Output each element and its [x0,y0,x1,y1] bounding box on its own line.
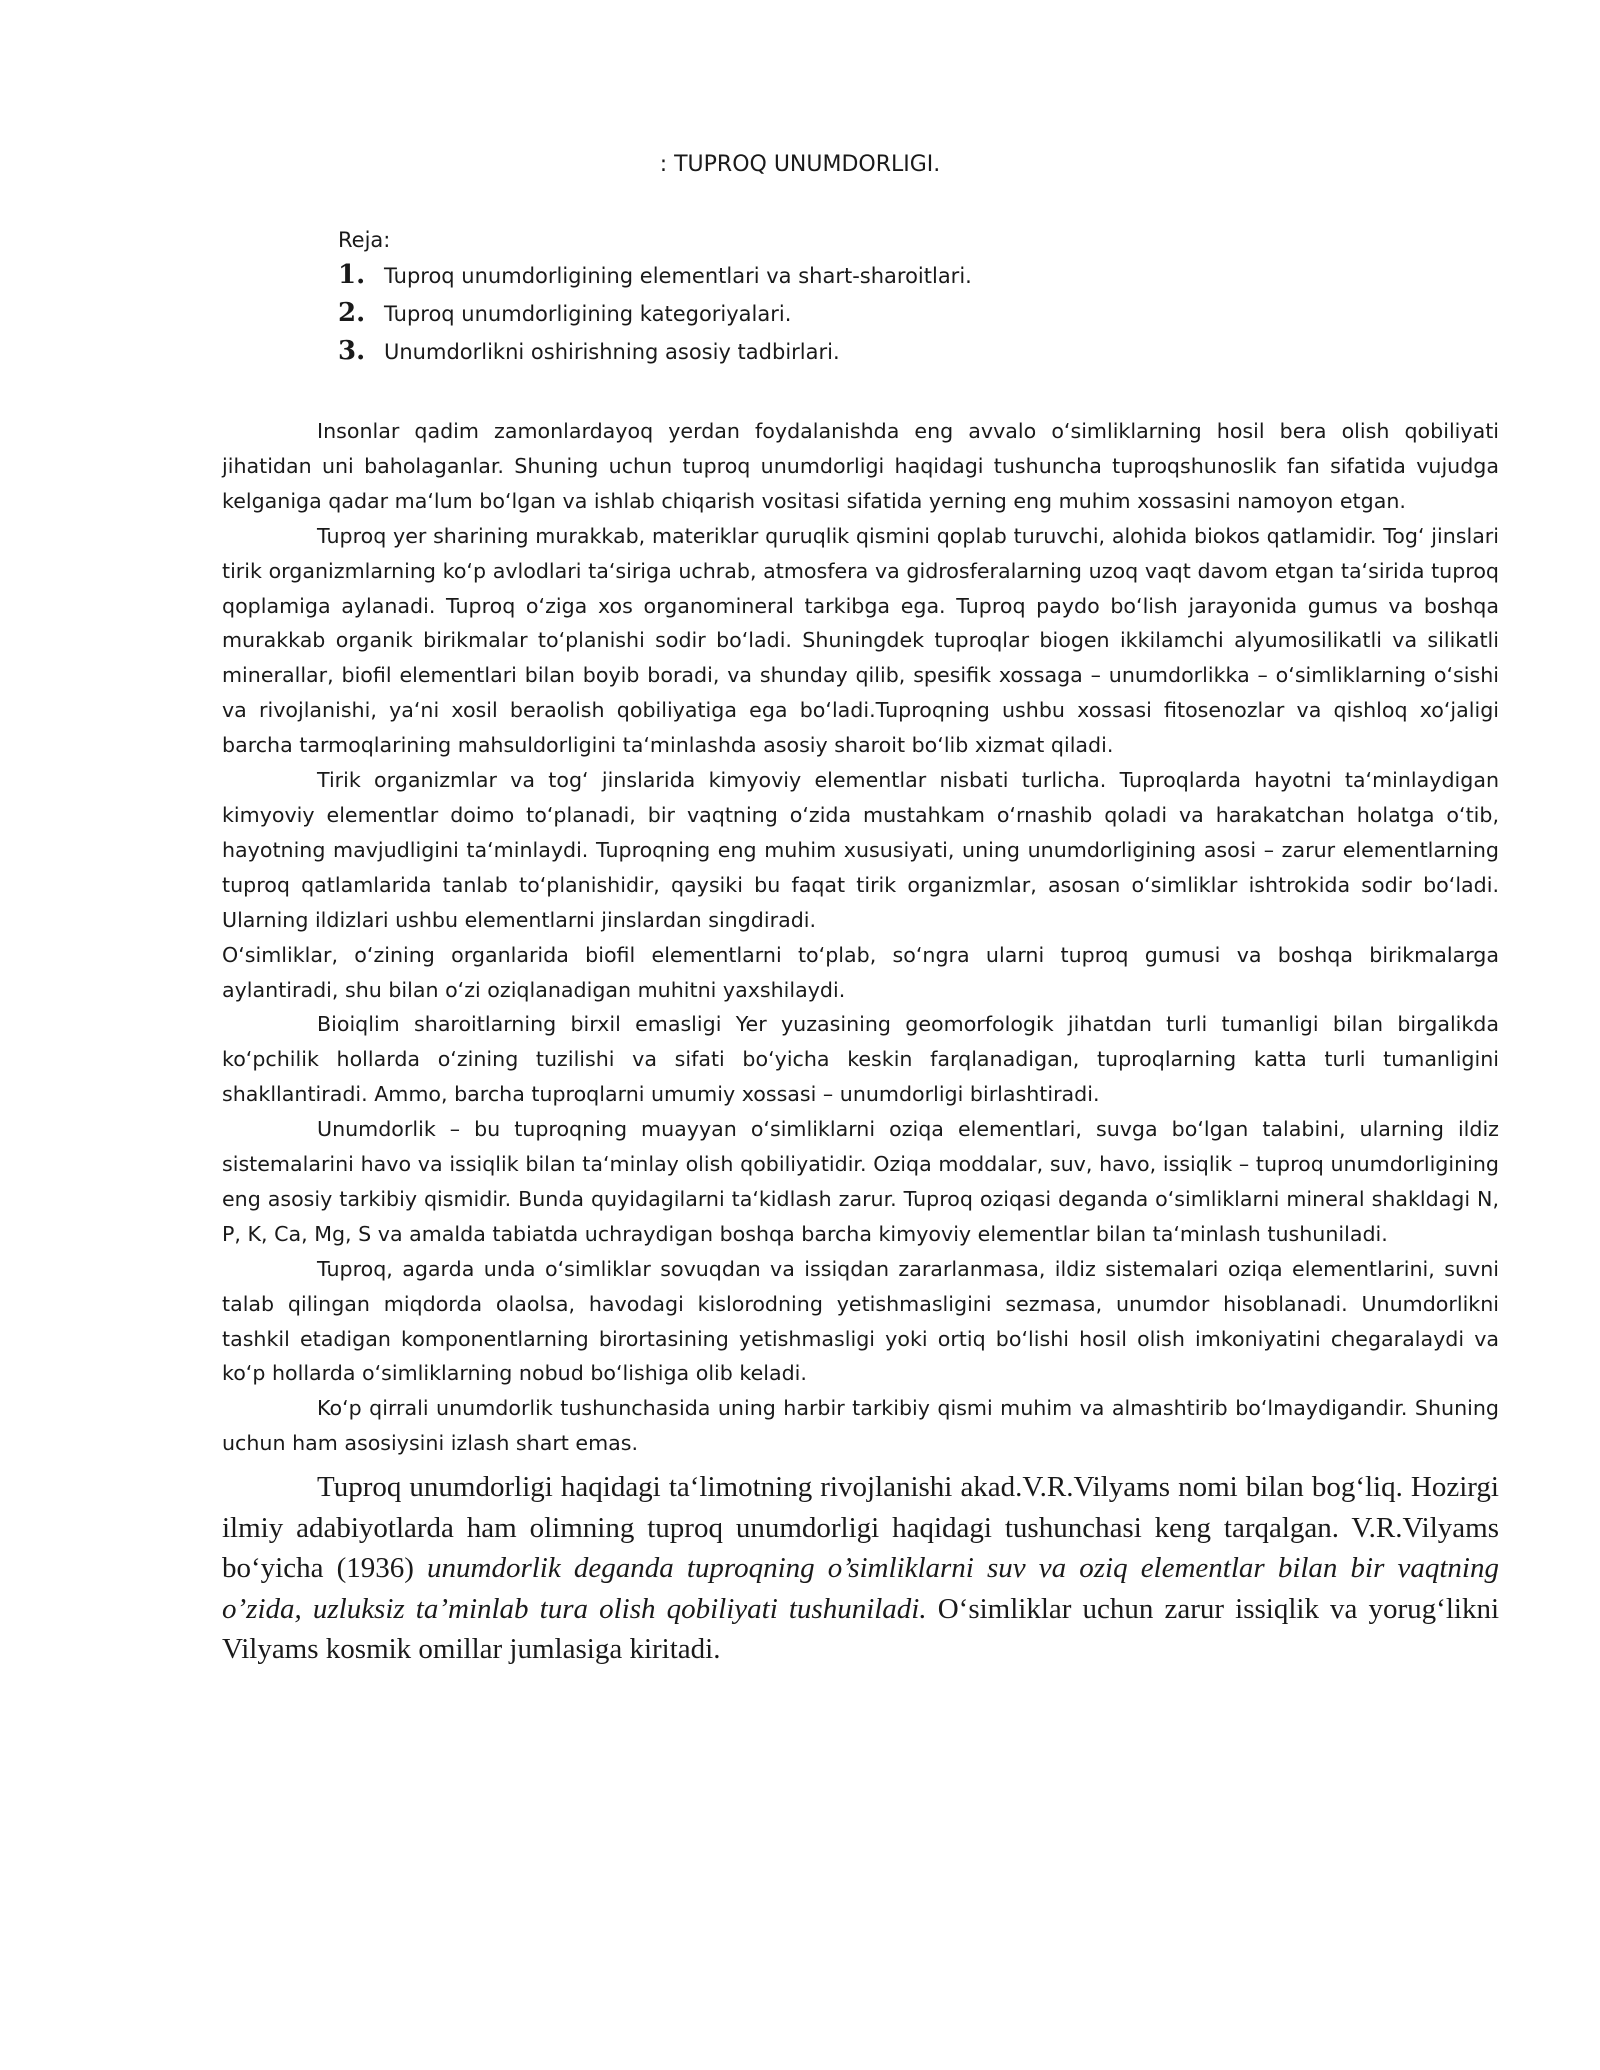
document-body [222,414,1499,1670]
body-paragraph: Insonlar qadim zamonlardayoq yerdan foydalanishda eng avvalo o‘simliklarning hosil bera olish qobiliyati jihatidan uni baholaganlar. Shuning uchun tuproq unumdorligi haqidagi tushuncha tuproqshunoslik fan sifatida vujudga kelganiga qadar ma‘lum bo‘lgan va ishlab chiqarish vositasi sifatida yerning eng muhim xossasini namoyon etgan. [222,419,1499,513]
plan-item [338,298,1438,336]
body-paragraph: Tuproq yer sharining murakkab, materiklar quruqlik qismini qoplab turuvchi, alohida biokos qatlamidir. Tog‘ jinslari tirik organizmlarning ko‘p avlodlari ta‘siriga uchrab, atmosfera va gidrosferalarning uzoq vaqt davom etgan ta‘sirida tuproq qoplamiga aylanadi. Tuproq o‘ziga xos organomineral tarkibga ega. Tuproq paydo bo‘lish jarayonida gumus va boshqa murakkab organik birikmalar to‘planishi sodir bo‘ladi. Shuningdek tuproqlar biogen ikkilamchi alyumosilikatli va silikatli minerallar, biofil elementlari bilan boyib boradi, va shunday qilib, spesifik xossaga – unumdorlikka – o‘simliklarning o‘sishi va rivojlanishi, ya‘ni xosil beraolish qobiliyatiga ega bo‘ladi.Tuproqning ushbu xossasi fitosenozlar va qishloq xo‘jaligi barcha tarmoqlarining mahsuldorligini ta‘minlashda asosiy sharoit bo‘lib xizmat qiladi. [222,523,1499,758]
vilyams-text-outro: O‘simliklar uchun zarur issiqlik va yorug‘likni Vilyams kosmik omillar jumlasiga kiritadi. [222,1592,1499,1666]
body-paragraph: O‘simliklar, o‘zining organlarida biofil elementlarni to‘plab, so‘ngra ularni tuproq gumusi va boshqa birikmalarga aylantiradi, shu bilan o‘zi oziqlanadigan muhitni yaxshilaydi. [222,942,1499,1002]
body-paragraph: Tirik organizmlar va tog‘ jinslarida kimyoviy elementlar nisbati turlicha. Tuproqlarda hayotni ta‘minlaydigan kimyoviy elementlar doimo to‘planadi, bir vaqtning o‘zida mustahkam o‘rnashib qoladi va harakatchan holatga o‘tib, hayotning mavjudligini ta‘minlaydi. Tuproqning eng muhim xususiyati, uning unumdorligining asosi – zarur elementlarning tuproq qatlamlarida tanlab to‘planishidir, qaysiki bu faqat tirik organizmlar, asosan o‘simliklar ishtrokida sodir bo‘ladi. Ularning ildizlari ushbu elementlarni jinslardan singdiradi. [222,768,1499,932]
plan-item-text: Tuproq unumdorligining kategoriyalari. [384,302,792,326]
plan-item-text: Tuproq unumdorligining elementlari va shart-sharoitlari. [384,264,972,288]
plan-item-number: 2. [338,298,366,328]
plan-list [338,260,1438,374]
plan-item [338,336,1438,374]
body-paragraph: Unumdorlik – bu tuproqning muayyan o‘simliklarni oziqa elementlari, suvga bo‘lgan talabini, ularning ildiz sistemalarini havo va issiqlik bilan ta‘minlay olish qobiliyatidir. Oziqa moddalar, suv, havo, issiqlik – tuproq unumdorligining eng asosiy tarkibiy qismidir. Bunda quyidagilarni ta‘kidlash zarur. Tuproq oziqasi deganda o‘simliklarni mineral shakldagi N, P, K, Ca, Mg, S va amalda tabiatda uchraydigan boshqa barcha kimyoviy elementlar bilan ta‘minlash tushuniladi. [222,1117,1499,1246]
body-paragraph: Bioiqlim sharoitlarning birxil emasligi Yer yuzasining geomorfologik jihatdan turli tumanligi bilan birgalikda ko‘pchilik hollarda o‘zining tuzilishi va sifati bo‘yicha keskin farqlanadigan, tuproqlarning katta turli tumanligini shakllantiradi. Ammo, barcha tuproqlarni umumiy xossasi – unumdorligi birlashtiradi. [222,1012,1499,1107]
body-paragraph: Ko‘p qirrali unumdorlik tushunchasida uning harbir tarkibiy qismi muhim va almashtirib bo‘lmaydigandir. Shuning uchun ham asosiysini izlash shart emas. [222,1396,1499,1456]
body-paragraph: Tuproq, agarda unda o‘simliklar sovuqdan va issiqdan zararlanmasa, ildiz sistemalari oziqa elementlarini, suvni talab qilingan miqdorda olaolsa, havodagi kislorodning yetishmasligini sezmasa, unumdor hisoblanadi. Unumdorlikni tashkil etadigan komponentlarning birortasining yetishmasligi yoki ortiq bo‘lishi hosil olish imkoniyatini chegaralaydi va ko‘p hollarda o‘simliklarning nobud bo‘lishiga olib keladi. [222,1256,1499,1386]
plan-item-number: 1. [338,260,366,290]
vilyams-text-intro: Tuproq unumdorligi haqidagi ta‘limotning rivojlanishi akad.V.R.Vilyams nomi bilan bog‘liq. Hozirgi ilmiy adabiyotlarda ham olimning tuproq unumdorligi haqidagi tushunchasi keng tarqalgan. V.R.Vilyams bo‘yicha (1936) [222,1471,1499,1585]
vilyams-paragraph [222,1467,1499,1670]
document-title: : TUPROQ UNUMDORLIGI. [659,152,941,177]
plan-heading: Reja: [338,228,391,252]
plan-section [338,226,1438,374]
plan-item-text: Unumdorlikni oshirishning asosiy tadbirlari. [384,340,840,364]
plan-item-number: 3. [338,336,366,366]
plan-item [338,260,1438,298]
vilyams-definition-italic: unumdorlik deganda tuproqning o’simliklarni suv va oziq elementlar bilan bir vaqtning o’zida, uzluksiz ta’minlab tura olish qobiliyati tushuniladi. [222,1552,1499,1625]
